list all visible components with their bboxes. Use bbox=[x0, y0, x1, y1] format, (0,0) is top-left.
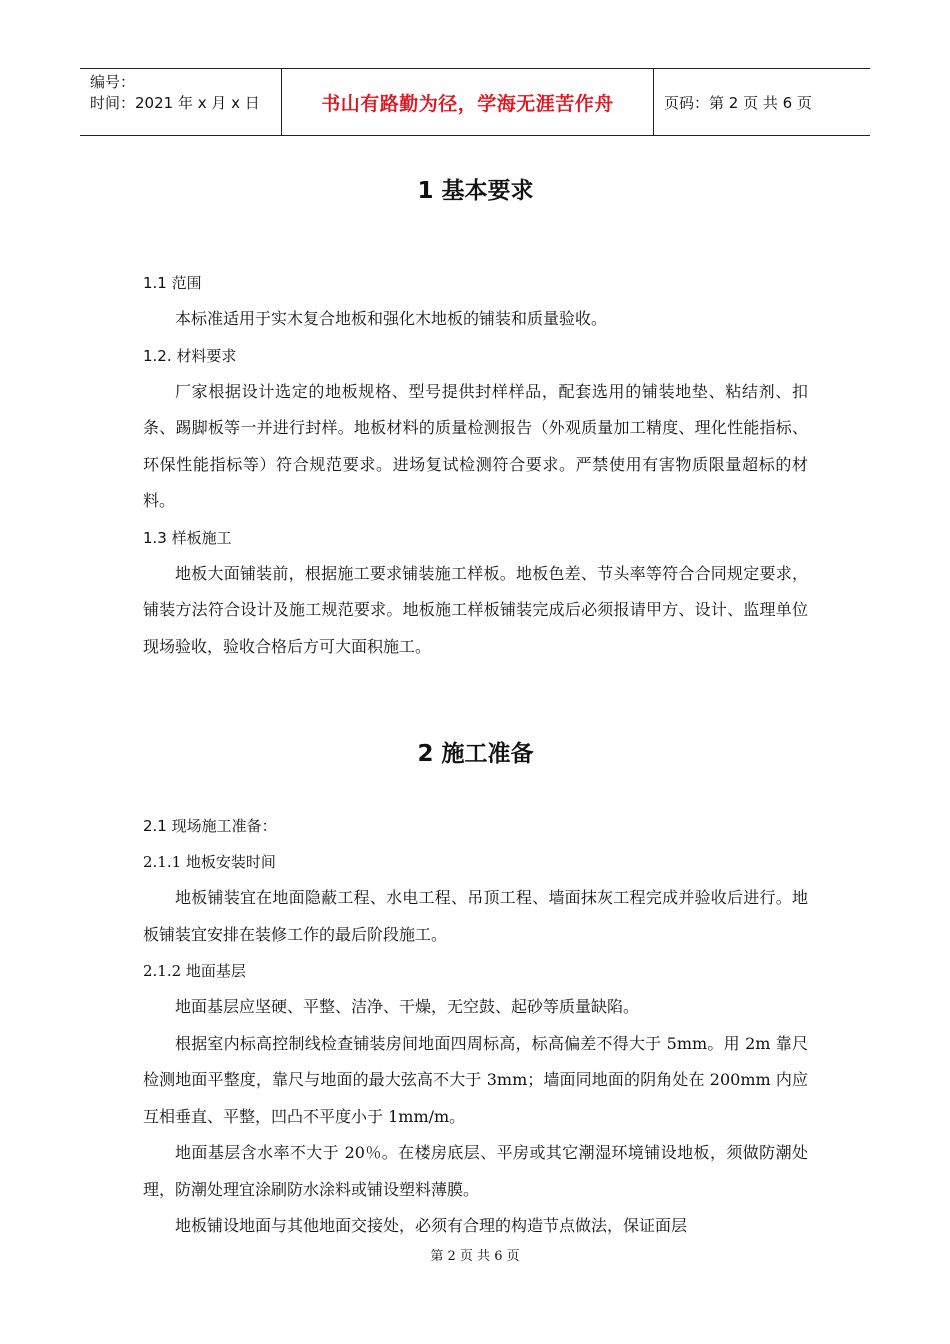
section-2-1-2-para-2: 根据室内标高控制线检查铺装房间地面四周标高，标高偏差不得大于 5mm。用 2m 靠尺检测地面平整度，靠尺与地面的最大弦高不大于 3mm；墙面同地面的阴角处在 200mm 内应互相垂直、平整，凹凸不平度小于 1mm/m。 bbox=[143, 1033, 808, 1126]
section-2-1-1-text: 地板铺装宜在地面隐蔽工程、水电工程、吊顶工程、墙面抹灰工程完成并验收后进行。地板铺装宜安排在装修工作的最后阶段施工。 bbox=[143, 888, 808, 944]
section-1-3-text: 地板大面铺装前，根据施工要求铺装施工样板。地板色差、节头率等符合合同规定要求，铺装方法符合设计及施工规范要求。地板施工样板铺装完成后必须报请甲方、设计、监理单位现场验收，验收合格后方可大面积施工。 bbox=[143, 563, 808, 656]
section-2-1-heading: 2.1 现场施工准备： bbox=[143, 817, 277, 835]
document-number-label: 编号： bbox=[90, 73, 136, 91]
section-1-2-text: 厂家根据设计选定的地板规格、型号提供封样样品，配套选用的铺装地垫、粘结剂、扣条、踢脚板等一并进行封样。地板材料的质量检测报告（外观质量加工精度、理化性能指标、环保性能指标等）符合规范要求。进场复试检测符合要求。严禁使用有害物质限量超标的材料。 bbox=[143, 381, 808, 510]
header-motto: 书山有路勤为径，学海无涯苦作舟 bbox=[282, 69, 654, 135]
section-1-2-heading: 1.2. 材料要求 bbox=[143, 346, 237, 365]
section-2-1-1-heading: 2.1.1 地板安装时间 bbox=[143, 853, 276, 871]
section-1-title: 1 基本要求 bbox=[417, 178, 534, 204]
header-page-info: 页码：第 2 页 共 6 页 bbox=[664, 93, 812, 112]
section-2-1-2-heading: 2.1.2 地面基层 bbox=[143, 962, 246, 980]
section-1-1-heading: 1.1 范围 bbox=[143, 274, 202, 292]
header-table bbox=[80, 68, 870, 136]
section-2-title: 2 施工准备 bbox=[417, 741, 534, 767]
section-1-1-text: 本标准适用于实木复合地板和强化木地板的铺装和质量验收。 bbox=[175, 309, 608, 328]
section-1-3-heading: 1.3 样板施工 bbox=[143, 528, 232, 547]
document-date: 时间：2021 年 x 月 x 日 bbox=[90, 94, 260, 112]
section-2-1-2-para-3: 地面基层含水率不大于 20％。在楼房底层、平房或其它潮湿环境铺设地板，须做防潮处理，防潮处理宜涂刷防水涂料或铺设塑料薄膜。 bbox=[143, 1143, 808, 1199]
section-2-1-2-para-1: 地面基层应坚硬、平整、洁净、干燥，无空鼓、起砂等质量缺陷。 bbox=[175, 997, 640, 1016]
document-body bbox=[143, 150, 808, 1245]
page-footer: 第 2 页 共 6 页 bbox=[430, 1249, 520, 1264]
header-meta bbox=[80, 69, 282, 135]
section-2-1-2-para-4: 地板铺设地面与其他地面交接处，必须有合理的构造节点做法，保证面层 bbox=[175, 1216, 688, 1235]
